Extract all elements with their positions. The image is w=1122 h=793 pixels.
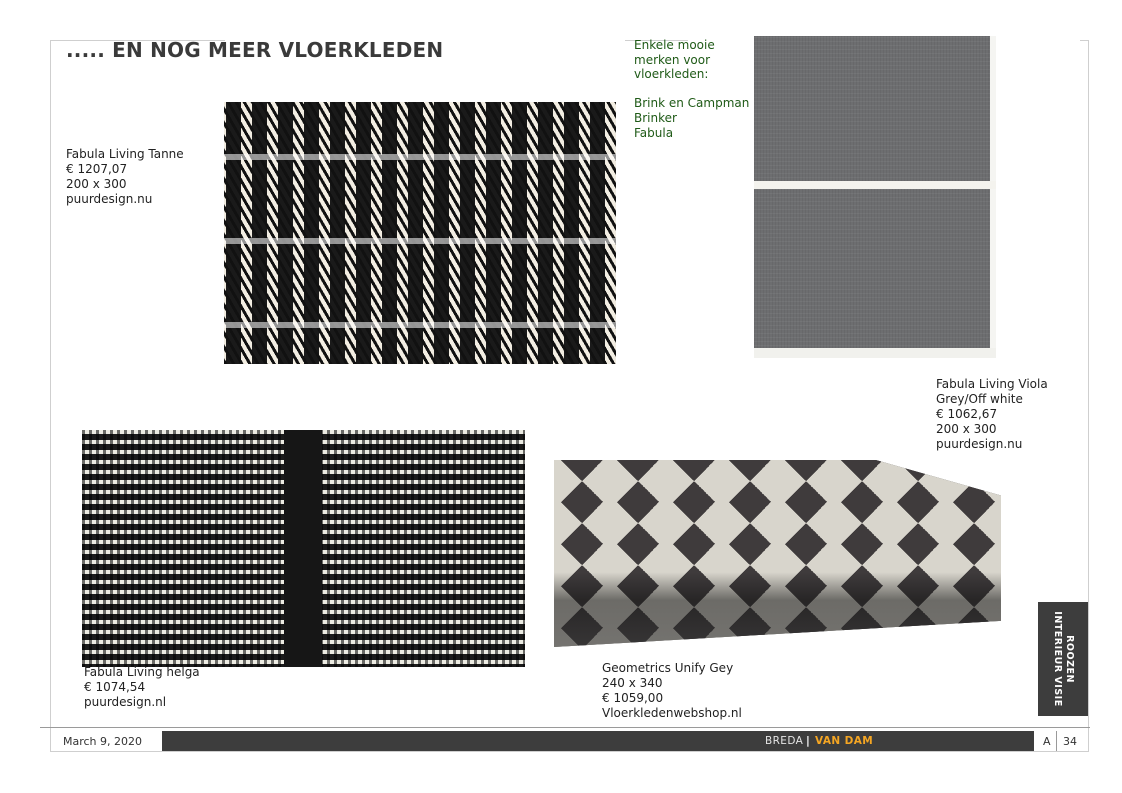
rug-photo-fabula-viola bbox=[754, 36, 996, 358]
brands-line: Enkele mooie bbox=[634, 38, 715, 52]
product-shop: puurdesign.nu bbox=[66, 192, 153, 206]
side-brand-tab bbox=[1038, 602, 1088, 716]
product-price: € 1059,00 bbox=[602, 691, 664, 705]
footer-bar bbox=[162, 731, 1034, 751]
product-name: Fabula Living helga bbox=[84, 665, 200, 679]
rug-hem bbox=[754, 348, 996, 358]
page-title: ..... EN NOG MEER VLOERKLEDEN bbox=[66, 38, 444, 62]
product-color: Grey/Off white bbox=[936, 392, 1023, 406]
rug-photo-geometrics-unify bbox=[554, 460, 1001, 647]
product-shop: puurdesign.nl bbox=[84, 695, 167, 709]
brands-line: vloerkleden: bbox=[634, 67, 709, 82]
brands-line: merken voor bbox=[634, 52, 711, 67]
footer-brand: VAN DAM bbox=[815, 735, 874, 747]
side-brand-line1: ROOZEN bbox=[1064, 635, 1075, 683]
product-price: € 1062,67 bbox=[936, 407, 998, 421]
frame-left-rule bbox=[50, 40, 51, 751]
footer-section-divider bbox=[1056, 731, 1057, 751]
frame-bottom-rule bbox=[50, 751, 1089, 752]
brand-fabula: Fabula bbox=[634, 125, 674, 140]
product-price: € 1074,54 bbox=[84, 680, 146, 694]
footer-separator: | bbox=[806, 735, 811, 747]
product-shop: Vloerkledenwebshop.nl bbox=[602, 706, 742, 720]
brands-line-spacer bbox=[634, 82, 749, 97]
side-brand-text bbox=[1051, 611, 1075, 706]
brand-brinker: Brinker bbox=[634, 110, 677, 125]
product-name: Fabula Living Viola bbox=[936, 377, 1048, 391]
caption-fabula-tanne bbox=[66, 147, 184, 207]
product-size: 240 x 340 bbox=[602, 676, 663, 690]
side-brand-line2: INTERIEUR VISIE bbox=[1052, 611, 1063, 707]
product-size: 200 x 300 bbox=[936, 422, 997, 436]
footer-section: A bbox=[1043, 735, 1051, 748]
footer-top-rule bbox=[40, 727, 1090, 728]
product-size: 200 x 300 bbox=[66, 177, 127, 191]
footer-city: BREDA bbox=[765, 735, 804, 747]
brand-brink-campman: Brink en Campman bbox=[634, 96, 750, 111]
footer-page-number: 34 bbox=[1063, 735, 1077, 748]
product-shop: puurdesign.nu bbox=[936, 437, 1023, 451]
caption-fabula-helga bbox=[84, 665, 200, 710]
rug-photo-fabula-tanne bbox=[224, 102, 616, 364]
frame-right-rule bbox=[1088, 40, 1089, 751]
rug-photo-fabula-helga bbox=[82, 430, 525, 667]
brands-note bbox=[634, 38, 749, 140]
caption-fabula-viola bbox=[936, 377, 1048, 452]
caption-geometrics-unify bbox=[602, 661, 742, 721]
product-price: € 1207,07 bbox=[66, 162, 128, 176]
product-name: Geometrics Unify Gey bbox=[602, 661, 734, 675]
footer-date: March 9, 2020 bbox=[63, 735, 143, 748]
product-name: Fabula Living Tanne bbox=[66, 147, 184, 161]
